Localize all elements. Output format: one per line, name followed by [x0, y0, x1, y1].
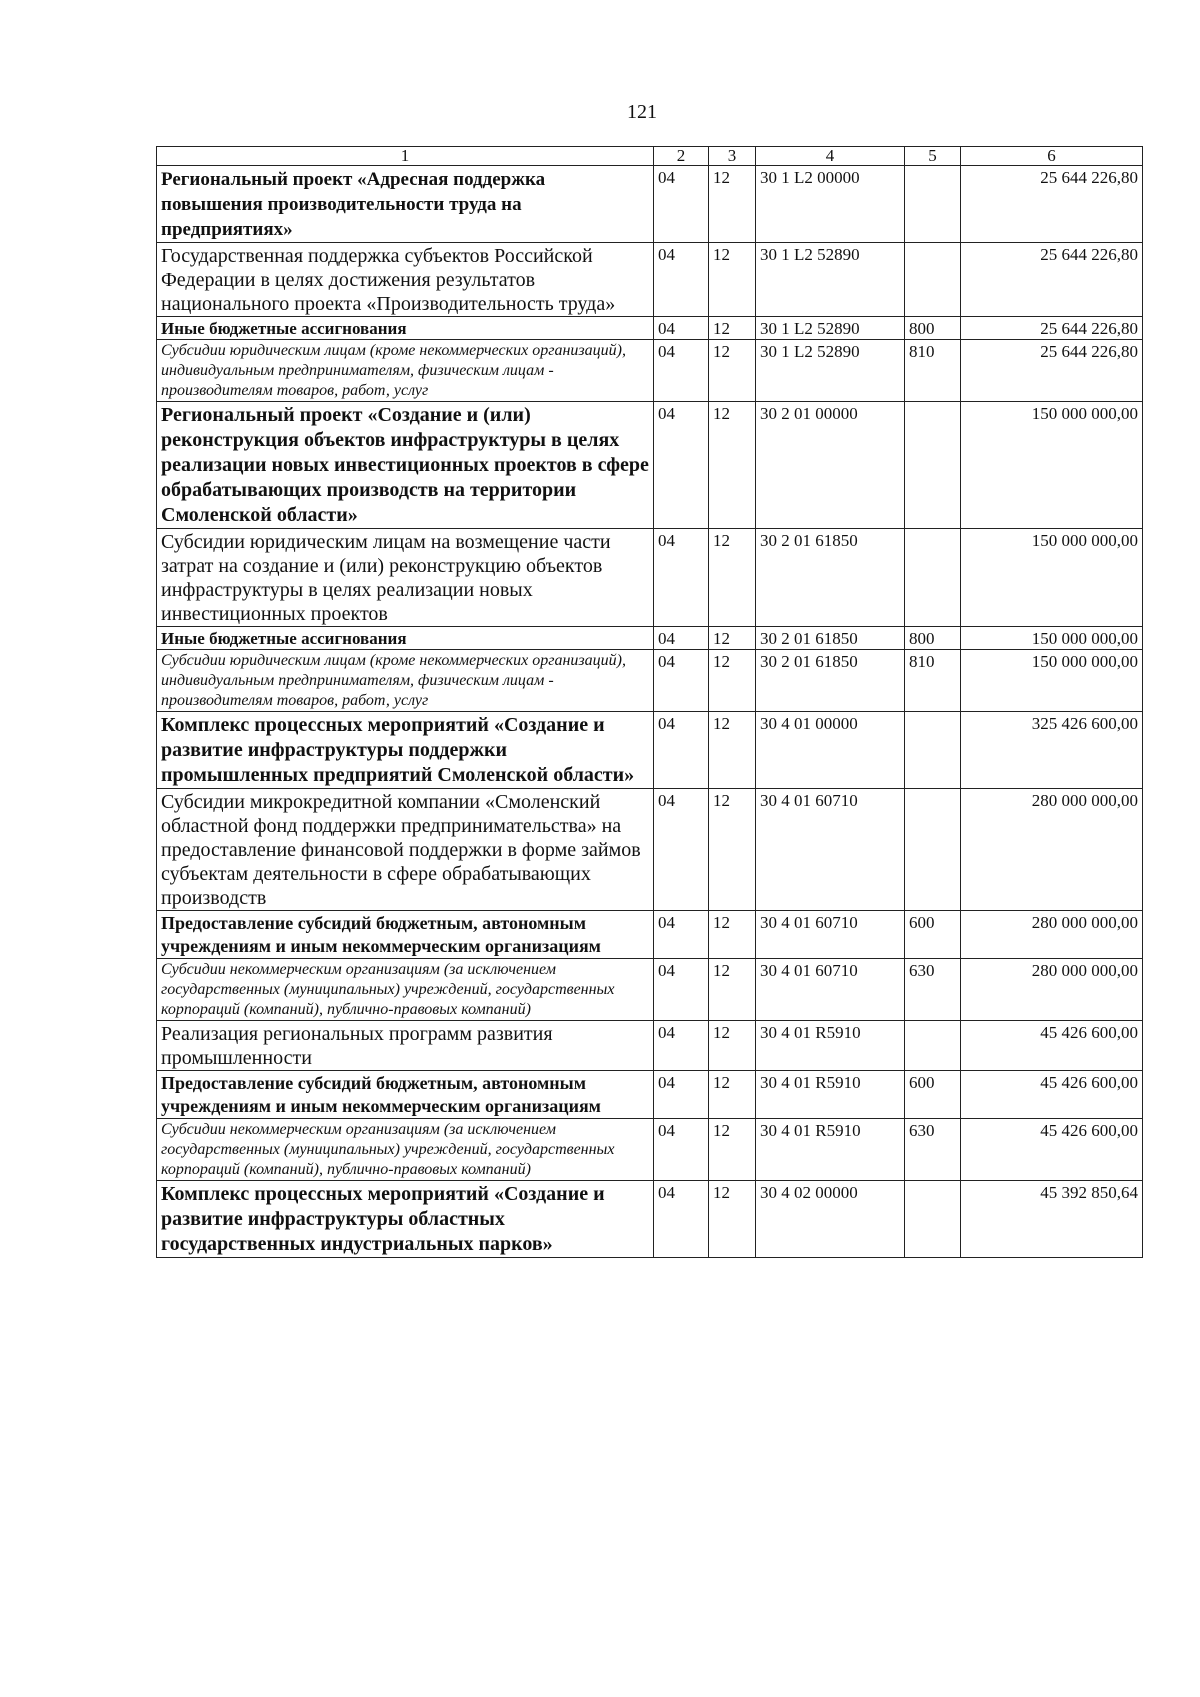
row-section: 04 — [654, 1119, 709, 1181]
row-name: Субсидии юридическим лицам (кроме некоммерческих организаций), индивидуальным предпринимателям, физическим лицам - производителям товаров, работ, услуг — [157, 650, 654, 712]
row-subsection: 12 — [709, 1119, 756, 1181]
header-col-1: 1 — [157, 147, 654, 166]
table-row — [157, 1119, 1143, 1181]
row-target-article: 30 2 01 00000 — [756, 402, 905, 529]
row-name: Субсидии юридическим лицам (кроме некоммерческих организаций), индивидуальным предпринимателям, физическим лицам - производителям товаров, работ, услуг — [157, 340, 654, 402]
row-name: Комплекс процессных мероприятий «Создание и развитие инфраструктуры областных государственных индустриальных парков» — [157, 1181, 654, 1258]
table-row — [157, 402, 1143, 529]
header-col-6: 6 — [961, 147, 1143, 166]
row-name: Субсидии юридическим лицам на возмещение части затрат на создание и (или) реконструкцию объектов инфраструктуры в целях реализации новых инвестиционных проектов — [157, 529, 654, 627]
row-expense-type: 800 — [905, 627, 961, 650]
row-target-article: 30 2 01 61850 — [756, 650, 905, 712]
row-section: 04 — [654, 340, 709, 402]
row-target-article: 30 2 01 61850 — [756, 529, 905, 627]
row-expense-type: 810 — [905, 650, 961, 712]
row-subsection: 12 — [709, 789, 756, 911]
row-amount: 325 426 600,00 — [961, 712, 1143, 789]
header-col-3: 3 — [709, 147, 756, 166]
table-row — [157, 959, 1143, 1021]
row-name: Предоставление субсидий бюджетным, автономным учреждениям и иным некоммерческим организациям — [157, 1071, 654, 1119]
row-target-article: 30 4 02 00000 — [756, 1181, 905, 1258]
row-expense-type: 600 — [905, 1071, 961, 1119]
row-target-article: 30 4 01 R5910 — [756, 1071, 905, 1119]
row-section: 04 — [654, 1021, 709, 1071]
table-row — [157, 1021, 1143, 1071]
row-subsection: 12 — [709, 166, 756, 243]
row-target-article: 30 4 01 00000 — [756, 712, 905, 789]
page-number: 121 — [627, 101, 657, 123]
row-section: 04 — [654, 650, 709, 712]
row-amount: 25 644 226,80 — [961, 166, 1143, 243]
row-target-article: 30 4 01 60710 — [756, 959, 905, 1021]
row-subsection: 12 — [709, 1181, 756, 1258]
header-col-4: 4 — [756, 147, 905, 166]
row-section: 04 — [654, 1181, 709, 1258]
table-row — [157, 911, 1143, 959]
table-row — [157, 1071, 1143, 1119]
row-target-article: 30 1 L2 52890 — [756, 317, 905, 340]
row-expense-type — [905, 402, 961, 529]
row-amount: 280 000 000,00 — [961, 911, 1143, 959]
row-name: Субсидии некоммерческим организациям (за исключением государственных (муниципальных) учреждений, государственных корпораций (компаний), публично-правовых компаний) — [157, 1119, 654, 1181]
header-row — [157, 147, 1143, 166]
row-section: 04 — [654, 317, 709, 340]
row-target-article: 30 1 L2 52890 — [756, 243, 905, 317]
row-expense-type: 810 — [905, 340, 961, 402]
row-name: Комплекс процессных мероприятий «Создание и развитие инфраструктуры поддержки промышленных предприятий Смоленской области» — [157, 712, 654, 789]
row-section: 04 — [654, 402, 709, 529]
row-name: Предоставление субсидий бюджетным, автономным учреждениям и иным некоммерческим организациям — [157, 911, 654, 959]
row-subsection: 12 — [709, 627, 756, 650]
row-section: 04 — [654, 166, 709, 243]
row-subsection: 12 — [709, 340, 756, 402]
row-target-article: 30 4 01 60710 — [756, 911, 905, 959]
row-expense-type — [905, 789, 961, 911]
table-row — [157, 243, 1143, 317]
row-target-article: 30 4 01 R5910 — [756, 1119, 905, 1181]
row-subsection: 12 — [709, 243, 756, 317]
row-subsection: 12 — [709, 911, 756, 959]
row-target-article: 30 1 L2 52890 — [756, 340, 905, 402]
table-row — [157, 317, 1143, 340]
row-section: 04 — [654, 789, 709, 911]
row-name: Региональный проект «Адресная поддержка повышения производительности труда на предприятиях» — [157, 166, 654, 243]
row-subsection: 12 — [709, 402, 756, 529]
row-subsection: 12 — [709, 1021, 756, 1071]
table-row — [157, 650, 1143, 712]
row-expense-type — [905, 712, 961, 789]
row-amount: 45 392 850,64 — [961, 1181, 1143, 1258]
row-section: 04 — [654, 243, 709, 317]
row-amount: 150 000 000,00 — [961, 650, 1143, 712]
table-body — [157, 166, 1143, 1258]
header-col-5: 5 — [905, 147, 961, 166]
row-section: 04 — [654, 959, 709, 1021]
row-amount: 45 426 600,00 — [961, 1071, 1143, 1119]
row-amount: 150 000 000,00 — [961, 529, 1143, 627]
row-amount: 280 000 000,00 — [961, 959, 1143, 1021]
table-header — [157, 147, 1143, 166]
row-expense-type — [905, 243, 961, 317]
row-name: Реализация региональных программ развития промышленности — [157, 1021, 654, 1071]
row-section: 04 — [654, 712, 709, 789]
row-expense-type: 600 — [905, 911, 961, 959]
row-expense-type — [905, 166, 961, 243]
table-row — [157, 627, 1143, 650]
row-subsection: 12 — [709, 650, 756, 712]
table-row — [157, 340, 1143, 402]
row-name: Региональный проект «Создание и (или) реконструкция объектов инфраструктуры в целях реализации новых инвестиционных проектов в сфере обрабатывающих производств на территории Смоленской области» — [157, 402, 654, 529]
row-expense-type — [905, 529, 961, 627]
table-row — [157, 166, 1143, 243]
row-subsection: 12 — [709, 1071, 756, 1119]
row-expense-type — [905, 1181, 961, 1258]
row-target-article: 30 4 01 60710 — [756, 789, 905, 911]
row-target-article: 30 4 01 R5910 — [756, 1021, 905, 1071]
budget-table — [156, 146, 1143, 1258]
row-name: Иные бюджетные ассигнования — [157, 627, 654, 650]
row-subsection: 12 — [709, 712, 756, 789]
row-target-article: 30 1 L2 00000 — [756, 166, 905, 243]
row-subsection: 12 — [709, 529, 756, 627]
row-amount: 150 000 000,00 — [961, 627, 1143, 650]
row-amount: 25 644 226,80 — [961, 243, 1143, 317]
row-amount: 25 644 226,80 — [961, 317, 1143, 340]
row-subsection: 12 — [709, 317, 756, 340]
row-subsection: 12 — [709, 959, 756, 1021]
row-name: Государственная поддержка субъектов Российской Федерации в целях достижения результатов национального проекта «Производительность труда» — [157, 243, 654, 317]
row-section: 04 — [654, 529, 709, 627]
header-col-2: 2 — [654, 147, 709, 166]
row-amount: 45 426 600,00 — [961, 1021, 1143, 1071]
row-expense-type: 630 — [905, 1119, 961, 1181]
row-expense-type: 800 — [905, 317, 961, 340]
row-section: 04 — [654, 1071, 709, 1119]
row-section: 04 — [654, 911, 709, 959]
row-name: Субсидии некоммерческим организациям (за исключением государственных (муниципальных) учреждений, государственных корпораций (компаний), публично-правовых компаний) — [157, 959, 654, 1021]
table-row — [157, 789, 1143, 911]
row-name: Субсидии микрокредитной компании «Смоленский областной фонд поддержки предпринимательства» на предоставление финансовой поддержки в форме займов субъектам деятельности в сфере обрабатывающих производств — [157, 789, 654, 911]
row-target-article: 30 2 01 61850 — [756, 627, 905, 650]
row-amount: 25 644 226,80 — [961, 340, 1143, 402]
table-row — [157, 712, 1143, 789]
row-expense-type — [905, 1021, 961, 1071]
row-expense-type: 630 — [905, 959, 961, 1021]
table-row — [157, 1181, 1143, 1258]
row-amount: 150 000 000,00 — [961, 402, 1143, 529]
row-name: Иные бюджетные ассигнования — [157, 317, 654, 340]
row-amount: 280 000 000,00 — [961, 789, 1143, 911]
row-amount: 45 426 600,00 — [961, 1119, 1143, 1181]
table-row — [157, 529, 1143, 627]
row-section: 04 — [654, 627, 709, 650]
